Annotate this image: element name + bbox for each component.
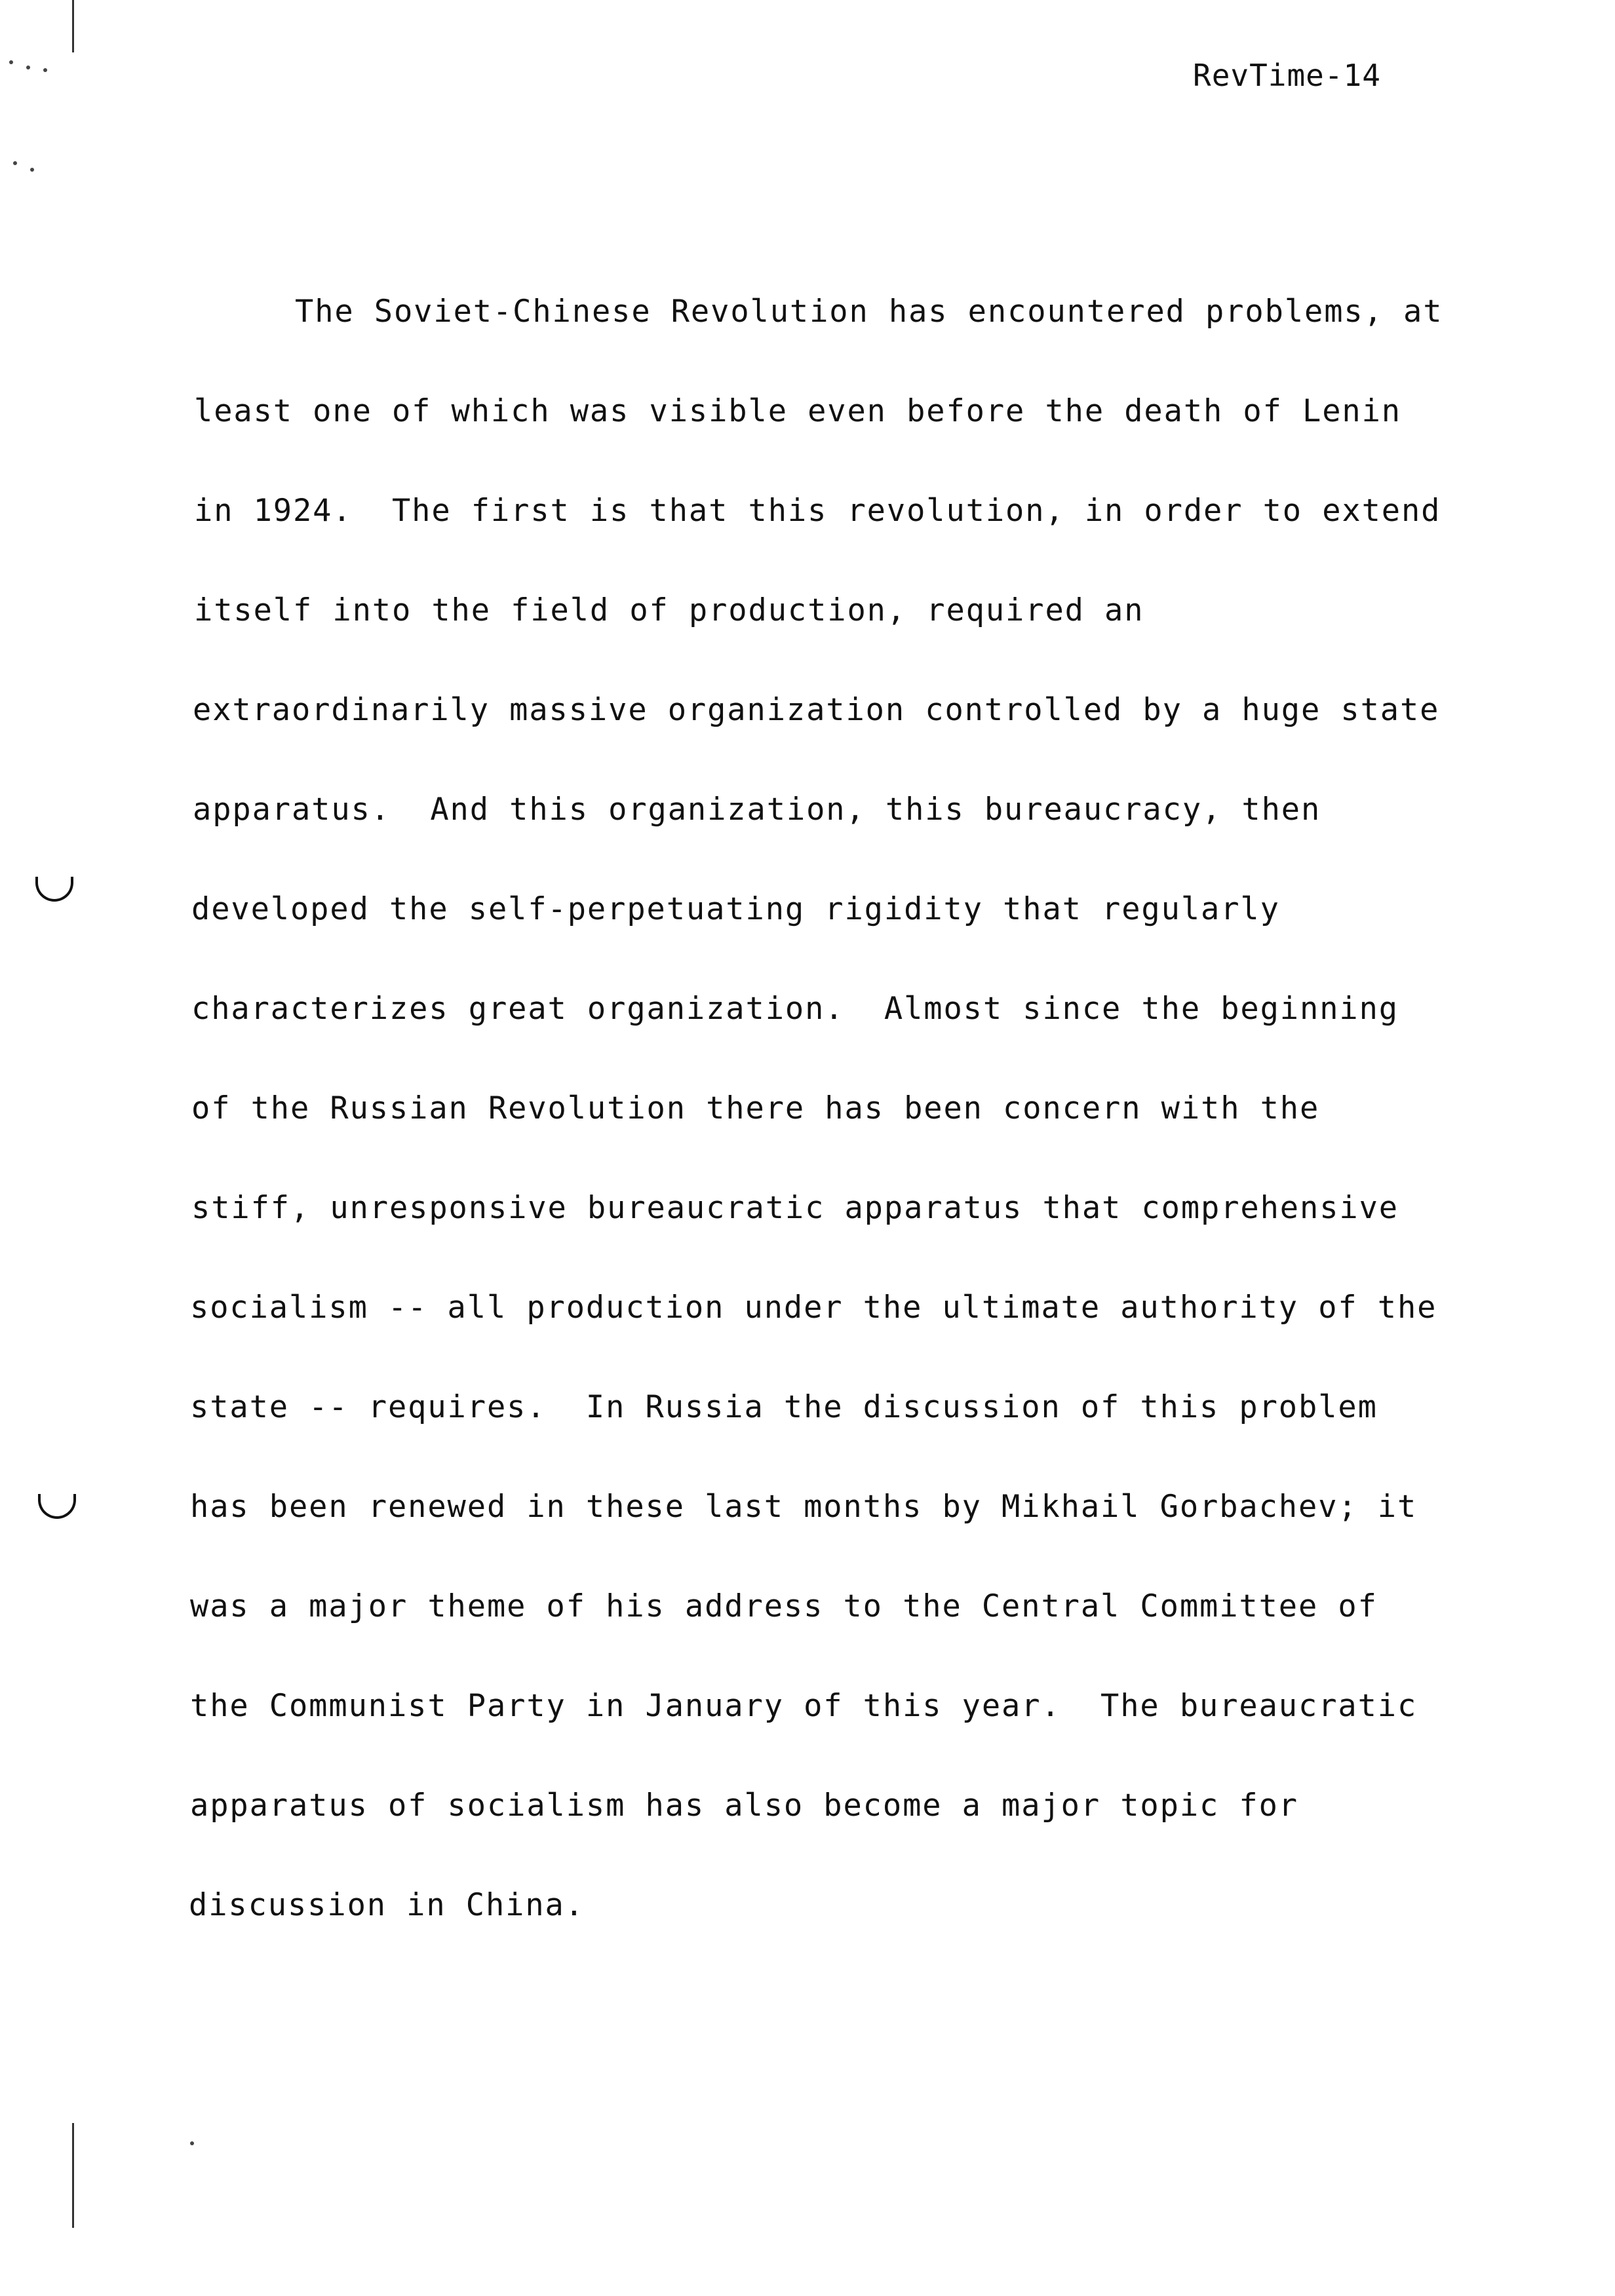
paragraph-line: of the Russian Revolution there has been concern with the (191, 1090, 1320, 1126)
paragraph-line: developed the self-perpetuating rigidity that regularly (191, 891, 1280, 927)
paragraph-line: apparatus. And this organization, this bureaucracy, then (193, 792, 1321, 828)
scan-speck (9, 60, 13, 64)
paragraph-line: apparatus of socialism has also become a major topic for (190, 1788, 1298, 1824)
punch-hole-mark-lower (38, 1494, 76, 1519)
paragraph-line: least one of which was visible even before the death of Lenin (194, 393, 1401, 429)
scan-speck (30, 168, 34, 172)
scan-edge-mark-bottom (72, 2123, 74, 2228)
paragraph-line: was a major theme of his address to the Central Committee of (190, 1588, 1378, 1624)
paragraph-line: state -- requires. In Russia the discussion of this problem (190, 1389, 1378, 1425)
paragraph-line: in 1924. The first is that this revolution, in order to extend (194, 493, 1441, 529)
page-header: RevTime-14 (1193, 58, 1381, 93)
paragraph-line: socialism -- all production under the ultimate authority of the (190, 1290, 1437, 1326)
scan-speck (13, 161, 17, 165)
paragraph-line: stiff, unresponsive bureaucratic apparatus that comprehensive (191, 1190, 1399, 1226)
punch-hole-mark-upper (35, 877, 73, 902)
paragraph-line: characterizes great organization. Almost since the beginning (191, 991, 1399, 1027)
paragraph-line: discussion in China. (189, 1887, 585, 1923)
scan-speck (190, 2141, 194, 2145)
scan-edge-mark-top (72, 0, 74, 52)
scan-speck (26, 66, 30, 69)
paragraph-line: extraordinarily massive organization controlled by a huge state (193, 692, 1440, 728)
paragraph-line: The Soviet-Chinese Revolution has encountered problems, at (295, 294, 1443, 330)
paragraph-line: has been renewed in these last months by Mikhail Gorbachev; it (190, 1489, 1418, 1525)
paragraph-line: the Communist Party in January of this year. The bureaucratic (190, 1688, 1418, 1724)
paragraph-line: itself into the field of production, required an (194, 592, 1144, 628)
scan-speck (43, 68, 47, 72)
